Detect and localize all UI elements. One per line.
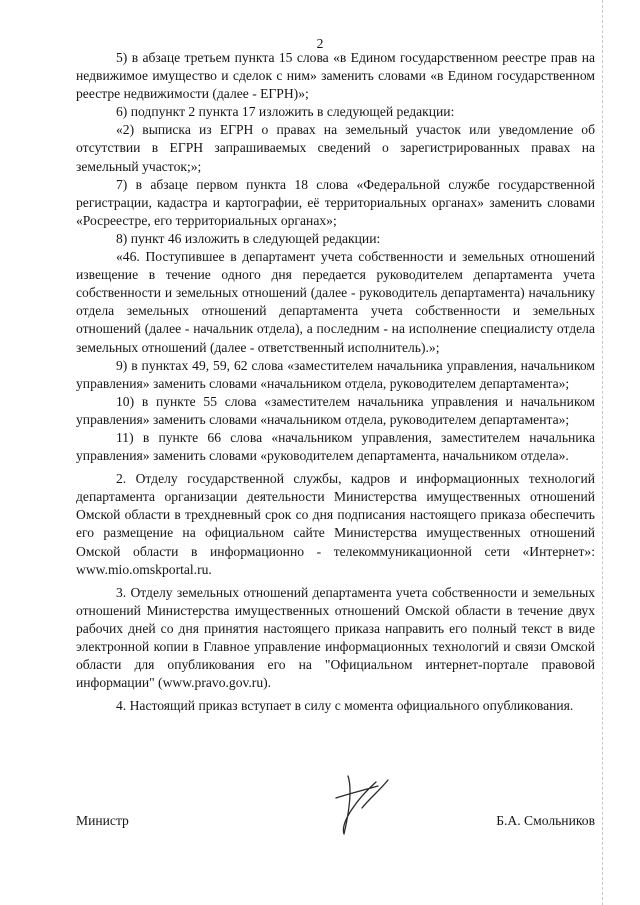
signatory-title: Министр [76, 813, 129, 828]
handwritten-signature [318, 768, 398, 848]
scan-edge-line [602, 0, 603, 905]
paragraph-item-6-text: «2) выписка из ЕГРН о правах на земельный участок или уведомление об отсутствии в ЕГРН запрашиваемых сведений о зарегистрированных правах на земельный участок;»; [76, 122, 595, 174]
website-url: www.mio.omskportal.ru. [76, 561, 212, 577]
paragraph-section-2 [76, 470, 595, 579]
document-body [76, 49, 595, 715]
paragraph-item-9: 9) в пунктах 49, 59, 62 слова «заместителем начальника управления, начальником управления» заменить словами «начальником отдела, руководителем департамента»; [76, 357, 595, 391]
paragraph-item-7: 7) в абзаце первом пункта 18 слова «Федеральной службе государственной регистрации, кадастра и картографии, её территориальных органах» заменить словами «Росреестре, его территориальных органах»; [76, 176, 595, 228]
paragraph-item-5: 5) в абзаце третьем пункта 15 слова «в Едином государственном реестре прав на недвижимое имущество и сделок с ним» заменить словами «в Едином государственном реестре недвижимости (далее - ЕГРН)»; [76, 50, 595, 102]
paragraph-item-46-text: «46. Поступившее в департамент учета собственности и земельных отношений извещение в течение одного дня передается руководителем департамента учета собственности и земельных отношений (далее - руководитель департамента) начальнику отдела земельных отношений департамента учета собственности и земельных отношений (далее - начальник отдела), а последним - на исполнение специалисту отдела земельных отношений (далее - ответственный исполнитель).»; [76, 249, 595, 355]
page-number: 2 [316, 36, 324, 51]
signature-block [76, 813, 595, 833]
paragraph-item-11: 11) в пункте 66 слова «начальником управления, заместителем начальника управления» заменить словами «руководителем департамента, начальником отдела». [76, 429, 595, 464]
paragraph-item-8: 8) пункт 46 изложить в следующей редакции: [116, 230, 381, 246]
paragraph-item-6: 6) подпункт 2 пункта 17 изложить в следующей редакции: [116, 104, 455, 120]
paragraph-section-3: 3. Отделу земельных отношений департамента учета собственности и земельных отношений Министерства имущественных отношений Омской области в течение двух рабочих дней со дня принятия настоящего приказа направить его полный текст в виде электронной копии в Главное управление информационных технологий и связи Омской области для опубликования его на "Официальном интернет-портале правовой информации" (www.pravo.gov.ru). [76, 584, 595, 691]
paragraph-section-2-text: 2. Отделу государственной службы, кадров и информационных технологий департамента организации деятельности Министерства имущественных отношений Омской области в трехдневный срок со дня подписания настоящего приказа обеспечить его размещение на официальном сайте Министерства имущественных отношений Омской области в информационно - телекоммуникационной сети «Интернет»: [76, 471, 595, 559]
paragraph-section-4: 4. Настоящий приказ вступает в силу с момента официального опубликования. [116, 698, 574, 714]
signatory-name: Б.А. Смольников [496, 813, 595, 828]
paragraph-item-10: 10) в пункте 55 слова «заместителем начальника управления и начальником управления» заменить словами «начальником отдела, руководителем департамента»; [76, 393, 595, 427]
